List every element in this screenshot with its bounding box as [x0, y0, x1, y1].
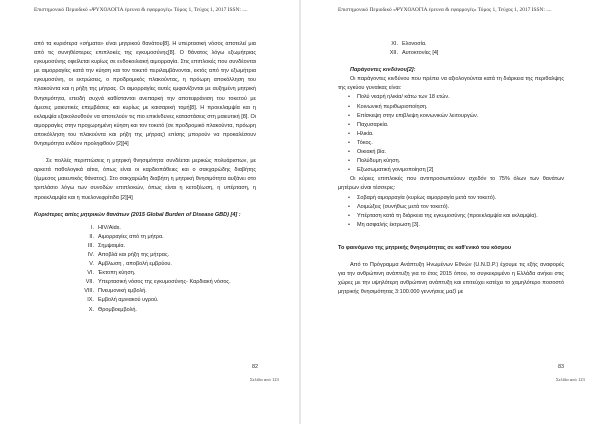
list-item-text: Αμβλωση , αποβολή εμβρύου.: [98, 261, 172, 268]
list-item: [76, 306, 256, 315]
list-item-text: HIV/Aids.: [98, 224, 121, 231]
list-item-text: Πολύ νεαρή ηλικία/ κάτω των 18 ετών.: [357, 94, 450, 101]
complication-list: [338, 194, 564, 230]
list-item-number: XI.: [391, 41, 398, 47]
list-item: [380, 40, 564, 49]
list-item-text: Πνευμονική εμβολή.: [98, 288, 147, 295]
list-item: [348, 203, 564, 212]
list-item-text: Σοβαρή αιμορραγία (κυρίως αιμορραγία μετά τον τοκετό).: [357, 194, 497, 201]
list-item: [348, 103, 564, 112]
page-header: Επιστημονικό Περιοδικό «ΨΥΧΟΛΟΓΙΑ έρευνα & εφαρμογές» Τόμος 1, Τεύχος 1, 2017 ISSN: ....: [338, 7, 552, 13]
causes-list-continued: [338, 40, 564, 58]
list-item-text: Υπερτασική νόσος της εγκυμοσύνης- Καρδιακή νόσος.: [98, 279, 231, 286]
list-item: [348, 166, 564, 175]
list-item-number: II.: [89, 233, 94, 240]
page-number: 82: [252, 364, 259, 370]
page-body: [34, 40, 256, 315]
sheet-footer: Σελίδα από 123: [556, 377, 585, 382]
list-item-text: Υπέρταση κατά τη διάρκεια της εγκυμοσύνης (προεκλαμψία και εκλαμψία).: [357, 212, 538, 219]
list-item-number: VI.: [87, 270, 94, 277]
list-item: [348, 148, 564, 157]
list-item: [76, 287, 256, 296]
list-item-number: XII.: [389, 50, 398, 57]
list-item-text: Μη ασφαλής έκτρωση [3].: [357, 221, 420, 228]
bullet-icon: •: [348, 158, 350, 165]
bullet-icon: •: [348, 103, 350, 110]
list-item-text: Ελονοσία.: [402, 41, 427, 47]
bullet-icon: •: [348, 167, 350, 174]
list-item-number: I.: [90, 224, 94, 231]
list-item-text: Λοιμώξεις (συνήθως μετά τον τοκετό).: [357, 203, 450, 210]
page-body: [338, 40, 564, 297]
sheet-footer: Σελίδα από 123: [250, 377, 279, 382]
list-item: [348, 221, 564, 230]
list-item-text: Οικιακή βία.: [357, 149, 387, 156]
paragraph-indirect-causes: Σε πολλές περιπτώσεις η μητρική θνησιμότητα συνδέεται μερικώς πολυάριστων, με αρκετά παθολογικά αίτια, όπως είναι οι καρδιοπάθειες και ο σακχαρώδης διαβήτης (έμμεσος μαιευτικός θάνατος). Στο σακχαρώδη διαβήτη η μητρική θνησιμότητα αυξάνει στο τριπλάσιο λόγω των συνοδών επιπλοκών, όπως είναι η κετοξέωση, η υπέρταση, η προεκλαμψία και η πυελονεφρίτιδα [2][4]: [34, 158, 256, 201]
list-item-text: Έκτοπη κύηση.: [98, 270, 136, 277]
list-item: [348, 130, 564, 139]
risk-factor-list: [338, 93, 564, 175]
list-item-text: Εμβολή αμνιακού υγρού.: [98, 297, 159, 304]
paragraph-complications-intro: Οι κύριες επιπλοκές που αντιπροσωπεύουν σχεδόν το 75% όλων των θανάτων μητέρων είναι τέσσερις:: [338, 176, 564, 192]
list-item: [348, 157, 564, 166]
section-heading-causes: Κυριότερες αιτίες μητρικών θανάτων (2015 Global Burden of Disease GBD) [4] :: [34, 211, 241, 218]
list-item-text: Αυτοκτονίες [4]: [402, 50, 439, 57]
list-item-text: Παχυσαρκία.: [357, 121, 389, 128]
bullet-icon: •: [348, 94, 350, 101]
bullet-icon: •: [348, 194, 350, 201]
page-header: Επιστημονικό Περιοδικό «ΨΥΧΟΛΟΓΙΑ έρευνα & εφαρμογές» Τόμος 1, Τεύχος 1, 2017 ISSN: ....: [34, 7, 248, 13]
section-heading-worldwide: Το φαινόμενο της μητρικής θνησιμότητας σε καθ'ενικό του κόσμου: [338, 244, 512, 251]
list-item: [76, 278, 256, 287]
list-item: [76, 242, 256, 251]
list-item-text: Θρομβοεμβολή.: [98, 306, 137, 313]
list-item-number: IV.: [87, 251, 94, 258]
list-item: [76, 269, 256, 278]
list-item: [348, 93, 564, 102]
list-item-text: Ηλικία.: [357, 130, 374, 137]
list-item-number: VII.: [85, 279, 94, 286]
bullet-icon: •: [348, 212, 350, 219]
list-item: [380, 49, 564, 58]
list-item: [76, 224, 256, 233]
bullet-icon: •: [348, 149, 350, 156]
bullet-icon: •: [348, 130, 350, 137]
page-number: 83: [558, 364, 565, 370]
paragraph-risk-intro: Οι παράγοντες κινδύνου που πρέπει να αξιολογούνται κατά τη διάρκεια της περιθαλψης της εγκύου γυναίκας είναι:: [338, 76, 564, 92]
list-item: [348, 139, 564, 148]
list-item: [76, 251, 256, 260]
list-item-text: Αιμορραγίες από τη μήτρα.: [98, 233, 164, 240]
list-item: [348, 121, 564, 130]
list-item-text: Πολύδυμη κύηση.: [357, 158, 401, 165]
list-item-number: VIII.: [84, 288, 94, 295]
list-item: [76, 233, 256, 242]
list-item-text: Αποβλά και ρήξη της μήτρας.: [98, 251, 170, 258]
bullet-icon: •: [348, 139, 350, 146]
list-item: [76, 260, 256, 269]
section-heading-risk-factors: Παράγοντες κινδύνου[2]:: [350, 67, 416, 74]
bullet-icon: •: [348, 203, 350, 210]
paragraph-undp: Από το Πρόγραμμα Ανάπτυξη Ηνωμένων Εθνών (U.N.D.P.) έχουμε τις εξής αναφορές για την ανθρώπινη ανάπτυξη για το έτος 2015 όπου, το συγκεκριμένο η Ελλάδα ανήκει στις χώρες με την υψηλότερη ανθρώπινη ανάπτυξη και επιτεύχει κατέχει το χαμηλότερο ποσοστό μητρικής θνησιμότητας 3:100.000 γεννήσεις μαζί με: [338, 261, 564, 296]
list-item-text: Σημψαιμία.: [98, 242, 126, 249]
list-item-text: Επίσκεψη στην επιβλεψη κοινωνικών λειτουργών.: [357, 112, 479, 119]
right-page: [300, 0, 600, 424]
bullet-icon: •: [348, 112, 350, 119]
list-item-number: X.: [88, 306, 94, 313]
list-item-number: V.: [89, 261, 94, 268]
list-item-text: Τόκος.: [357, 139, 373, 146]
list-item: [348, 112, 564, 121]
list-item-number: IX.: [87, 297, 94, 304]
causes-list: [34, 224, 256, 315]
paragraph-complications: από τα κυριότερα «σήματα» είναι μητρικού θανάτου[8]. Η υπερτασική νόσος αποτελεί μια από τις συνηθέστερες επιπλοκές της εγκυμοσύνης[8]. Ο θάνατος λόγω εξωμήτριας εγκυμοσύνης οφείλεται κυρίως σε ενδοκοιλιακή αιμορραγία. Στις επιπλοκές που συνδέονται με αιμορραγίες κατά την κύηση και τον τοκετό περιλαμβάνονται, εκτός από την εξωμήτρια εγκυμοσύνη, οι εκτρώσεις, ο προδρομικός πλακούντας, η πρόωρη αποκόλληση του πλακούντα και η ρήξη της μήτρας. Οι αιμορραγίες αυτές εμφανίζονται με αυξημένη μητρική θνησιμότητα, επειδή συχνά καθίστανται ανεπαρκή την αποτεφράνιση του τοκετού με άμεσες μαιευτικές επεμβάσεις και κυρίως με καισαρική τομή[8]. Η προεκλαμψία και η εκλαμψία εξακολουθούν να αποτελούν τις πιο επικίνδυνες καταστάσεις στη μαιευτική [8]. Οι αιμορραγίες στην προχωρημένη κύηση και τον τοκετό (σε προδρομικό πλακούντα, πρόωρη αποκόλληση του πλακούντα και ρήξη της μήτρας) επίσης μπορούν να προκαλέσουν θνησιμότητα ενδέον προληφθούν [2][4]: [34, 41, 256, 148]
list-item-text: Εξωσωματική γονιμοποίηση [2]: [357, 167, 434, 174]
list-item-number: III.: [87, 242, 94, 249]
list-item: [348, 194, 564, 203]
list-item: [76, 296, 256, 305]
bullet-icon: •: [348, 221, 350, 228]
list-item-text: Κοινωνική περιθωριοποίηση.: [357, 103, 428, 110]
list-item: [348, 212, 564, 221]
bullet-icon: •: [348, 121, 350, 128]
